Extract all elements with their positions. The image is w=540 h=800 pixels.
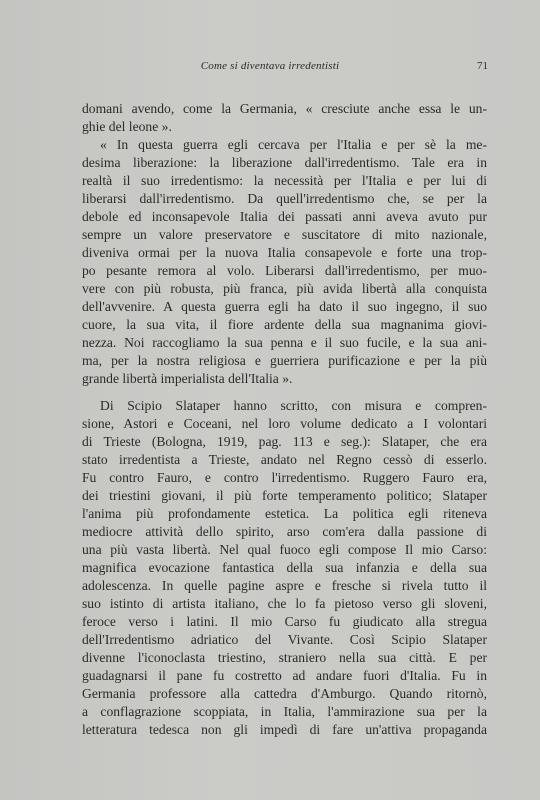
text-line: suo istinto di artista italiano, che lo fa pietoso verso gli sloveni,	[82, 596, 487, 611]
text-line: nezza. Noi raccogliamo la sua penna e il suo fucile, e la sua ani-	[82, 335, 487, 350]
text-line: di Trieste (Bologna, 1919, pag. 113 e seg.): Slataper, che era	[82, 434, 487, 449]
text-line: letteratura tedesca non gli impedì di fare un'attiva propaganda	[82, 722, 487, 737]
text-line: sempre un valore preservatore e suscitatore di mito nazionale,	[82, 227, 487, 242]
page-header	[0, 60, 540, 76]
paragraph-3	[82, 397, 487, 739]
text-line: liberarsi dall'irredentismo. Da quell'irredentismo che, se per la	[82, 191, 487, 206]
text-line: Fu contro Fauro, e contro l'irredentismo. Ruggero Fauro era,	[82, 470, 487, 485]
page-number: 71	[477, 60, 488, 72]
text-line: magnifica evocazione fantastica della sua infanzia e della sua	[82, 560, 487, 575]
text-line: Germania professore alla cattedra d'Amburgo. Quando ritornò,	[82, 686, 487, 701]
text-line: ghie del leone ».	[82, 119, 172, 134]
running-title: Come si diventava irredentisti	[200, 60, 340, 72]
text-line: adolescenza. In quelle pagine aspre e fresche si rivela tutto il	[82, 578, 487, 593]
text-line: ma, per la nostra religiosa e guerriera purificazione e per la più	[82, 353, 487, 368]
paragraph-2	[82, 136, 487, 388]
text-line: diveniva ormai per la nuova Italia consapevole e forte una trop-	[82, 245, 487, 260]
text-line: dell'Irredentismo adriatico del Vivante. Così Scipio Slataper	[82, 632, 487, 647]
text-line: Di Scipio Slataper hanno scritto, con misura e compren-	[100, 398, 487, 413]
text-line: guadagnarsi il pane fu costretto ad andare fuori d'Italia. Fu in	[82, 668, 487, 683]
text-line: l'anima più profondamente estetica. La politica egli riteneva	[82, 506, 487, 521]
text-line: debole ed inconsapevole Italia dei passati anni aveva avuto pur	[82, 209, 487, 224]
text-line: cuore, la sua vita, il fiore ardente della sua magnanima giovi-	[82, 317, 487, 332]
text-line: « In questa guerra egli cercava per l'Italia e per sè la me-	[100, 137, 487, 152]
paragraph-1	[82, 100, 487, 136]
text-line: mediocre attività dello spirito, arso com'era dalla passione di	[82, 524, 487, 539]
text-line: vere con più robusta, più franca, più avida libertà alla conquista	[82, 281, 487, 296]
paragraph-gap	[82, 388, 487, 397]
text-line: realtà il suo irredentismo: la necessità per l'Italia e per lui di	[82, 173, 487, 188]
text-line: feroce verso i latini. Il mio Carso fu giudicato alla stregua	[82, 614, 487, 629]
text-line: divenne l'iconoclasta triestino, straniero nella sua città. E per	[82, 650, 487, 665]
text-line: grande libertà imperialista dell'Italia ».	[82, 371, 293, 386]
text-line: domani avendo, come la Germania, « cresciute anche essa le un-	[82, 101, 487, 116]
text-line: dell'avvenire. A questa guerra egli ha dato il suo ingegno, il suo	[82, 299, 487, 314]
text-line: sione, Astori e Coceani, nel loro volume dedicato a I volontari	[82, 416, 487, 431]
body-text	[82, 100, 487, 739]
text-line: una più vasta libertà. Nel qual fuoco egli compose Il mio Carso:	[82, 542, 487, 557]
text-line: stato irredentista a Trieste, andato nel Regno cessò di esserlo.	[82, 452, 487, 467]
text-line: po pesante remora al volo. Liberarsi dall'irredentismo, per muo-	[82, 263, 487, 278]
text-line: desima liberazione: la liberazione dall'irredentismo. Tale era in	[82, 155, 487, 170]
text-line: dei triestini giovani, il più forte temperamento politico; Slataper	[82, 488, 487, 503]
text-line: a conflagrazione scoppiata, in Italia, l'ammirazione sua per la	[82, 704, 487, 719]
